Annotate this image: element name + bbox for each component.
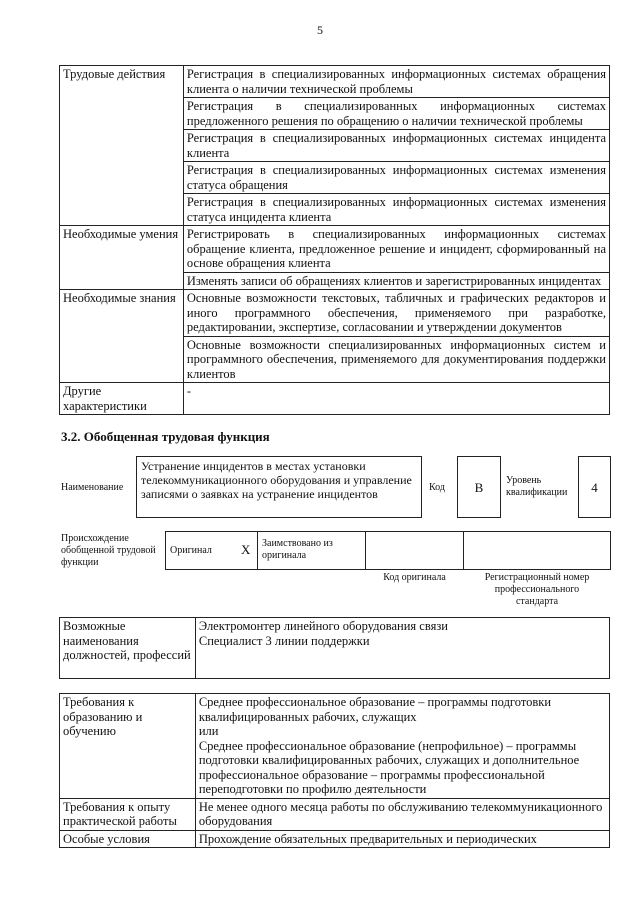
special-value: Прохождение обязательных предварительных и периодических — [195, 830, 609, 848]
original-label: Оригинал — [170, 545, 212, 556]
positions-table — [59, 617, 610, 679]
reg-number-label: Регистрационный номер профессионального стандарта — [484, 572, 590, 607]
row-label: Необходимые знания — [60, 290, 184, 383]
row-label: Трудовые действия — [60, 66, 184, 226]
list-item: Электромонтер линейного оборудования связи — [198, 619, 448, 633]
code-label: Код — [429, 482, 445, 493]
origin-table — [165, 531, 611, 570]
row-label: Необходимые умения — [60, 226, 184, 290]
list-item: Регистрировать в специализированных информационных системах обращение клиента, предложенное решение и инцидент, сформированный на основе обращения клиента — [183, 226, 609, 273]
list-item: Специалист 3 линии поддержки — [198, 633, 370, 648]
table-row — [60, 226, 610, 273]
origin-divider-1 — [257, 531, 258, 570]
special-label: Особые условия — [60, 830, 196, 848]
name-label: Наименование — [61, 482, 124, 493]
education-value — [195, 694, 609, 799]
level-label: Уровень квалификации — [506, 475, 568, 498]
list-item: Регистрация в специализированных информационных системах изменения статуса обращения — [183, 162, 609, 194]
origin-label: Происхождение обобщенной трудовой функции — [61, 533, 156, 568]
list-item: Среднее профессиональное образование (непрофильное) – программы подготовки квалифицированных рабочих, служащих и дополнительное профессиональное образование – программы профессиональной переподготовки по профилю деятельности — [198, 738, 580, 796]
list-item: Регистрация в специализированных информационных системах предложенного решения по обращению о наличии технической проблемы — [183, 98, 609, 130]
origin-divider-3 — [463, 531, 464, 570]
table-row — [60, 830, 610, 848]
table-row — [60, 290, 610, 337]
page-number: 5 — [317, 23, 323, 37]
list-item: Основные возможности специализированных информационных систем и программного обеспечения, применяемого для документирования поддержки клиентов — [183, 336, 609, 383]
list-item: Регистрация в специализированных информационных системах обращения клиента о наличии технической проблемы — [183, 66, 609, 98]
code-value: B — [474, 480, 484, 495]
requirements-table — [59, 693, 610, 848]
list-item: или — [198, 724, 219, 738]
positions-values — [195, 618, 609, 679]
list-item: Регистрация в специализированных информационных системах изменения статуса инцидента клиента — [183, 194, 609, 226]
experience-value: Не менее одного месяца работы по обслуживанию телекоммуникационного оборудования — [195, 798, 609, 830]
original-mark: X — [241, 542, 251, 557]
code-original-label: Код оригинала — [383, 572, 446, 583]
table-row — [60, 694, 610, 799]
list-item: Регистрация в специализированных информационных системах инцидента клиента — [183, 130, 609, 162]
table-row — [60, 66, 610, 98]
list-item: Среднее профессиональное образование – программы подготовки квалифицированных рабочих, служащих — [198, 695, 552, 724]
row-label: Другие характеристики — [60, 383, 184, 415]
table-row — [60, 798, 610, 830]
list-item: Изменять записи об обращениях клиентов и зарегистрированных инцидентах — [183, 272, 609, 290]
borrowed-label: Заимствовано из оригинала — [262, 538, 333, 561]
experience-label: Требования к опыту практической работы — [60, 798, 196, 830]
table-row — [60, 383, 610, 415]
list-item: Основные возможности текстовых, табличных и графических редакторов и иного программного обеспечения, применяемого при разработке, редактировании, экспертизе, согласовании и утверждении документов — [183, 290, 609, 337]
table-row — [60, 618, 610, 679]
name-value: Устранение инцидентов в местах установки телекоммуникационного оборудования и управление записями о заявках на устранение инцидентов — [141, 459, 412, 501]
origin-divider-2 — [365, 531, 366, 570]
education-label: Требования к образованию и обучению — [60, 694, 196, 799]
list-item: - — [183, 383, 609, 415]
level-value: 4 — [591, 480, 598, 495]
positions-label: Возможные наименования должностей, профессий — [60, 618, 196, 679]
labor-function-table — [59, 65, 610, 415]
section-title: 3.2. Обобщенная трудовая функция — [61, 429, 270, 444]
